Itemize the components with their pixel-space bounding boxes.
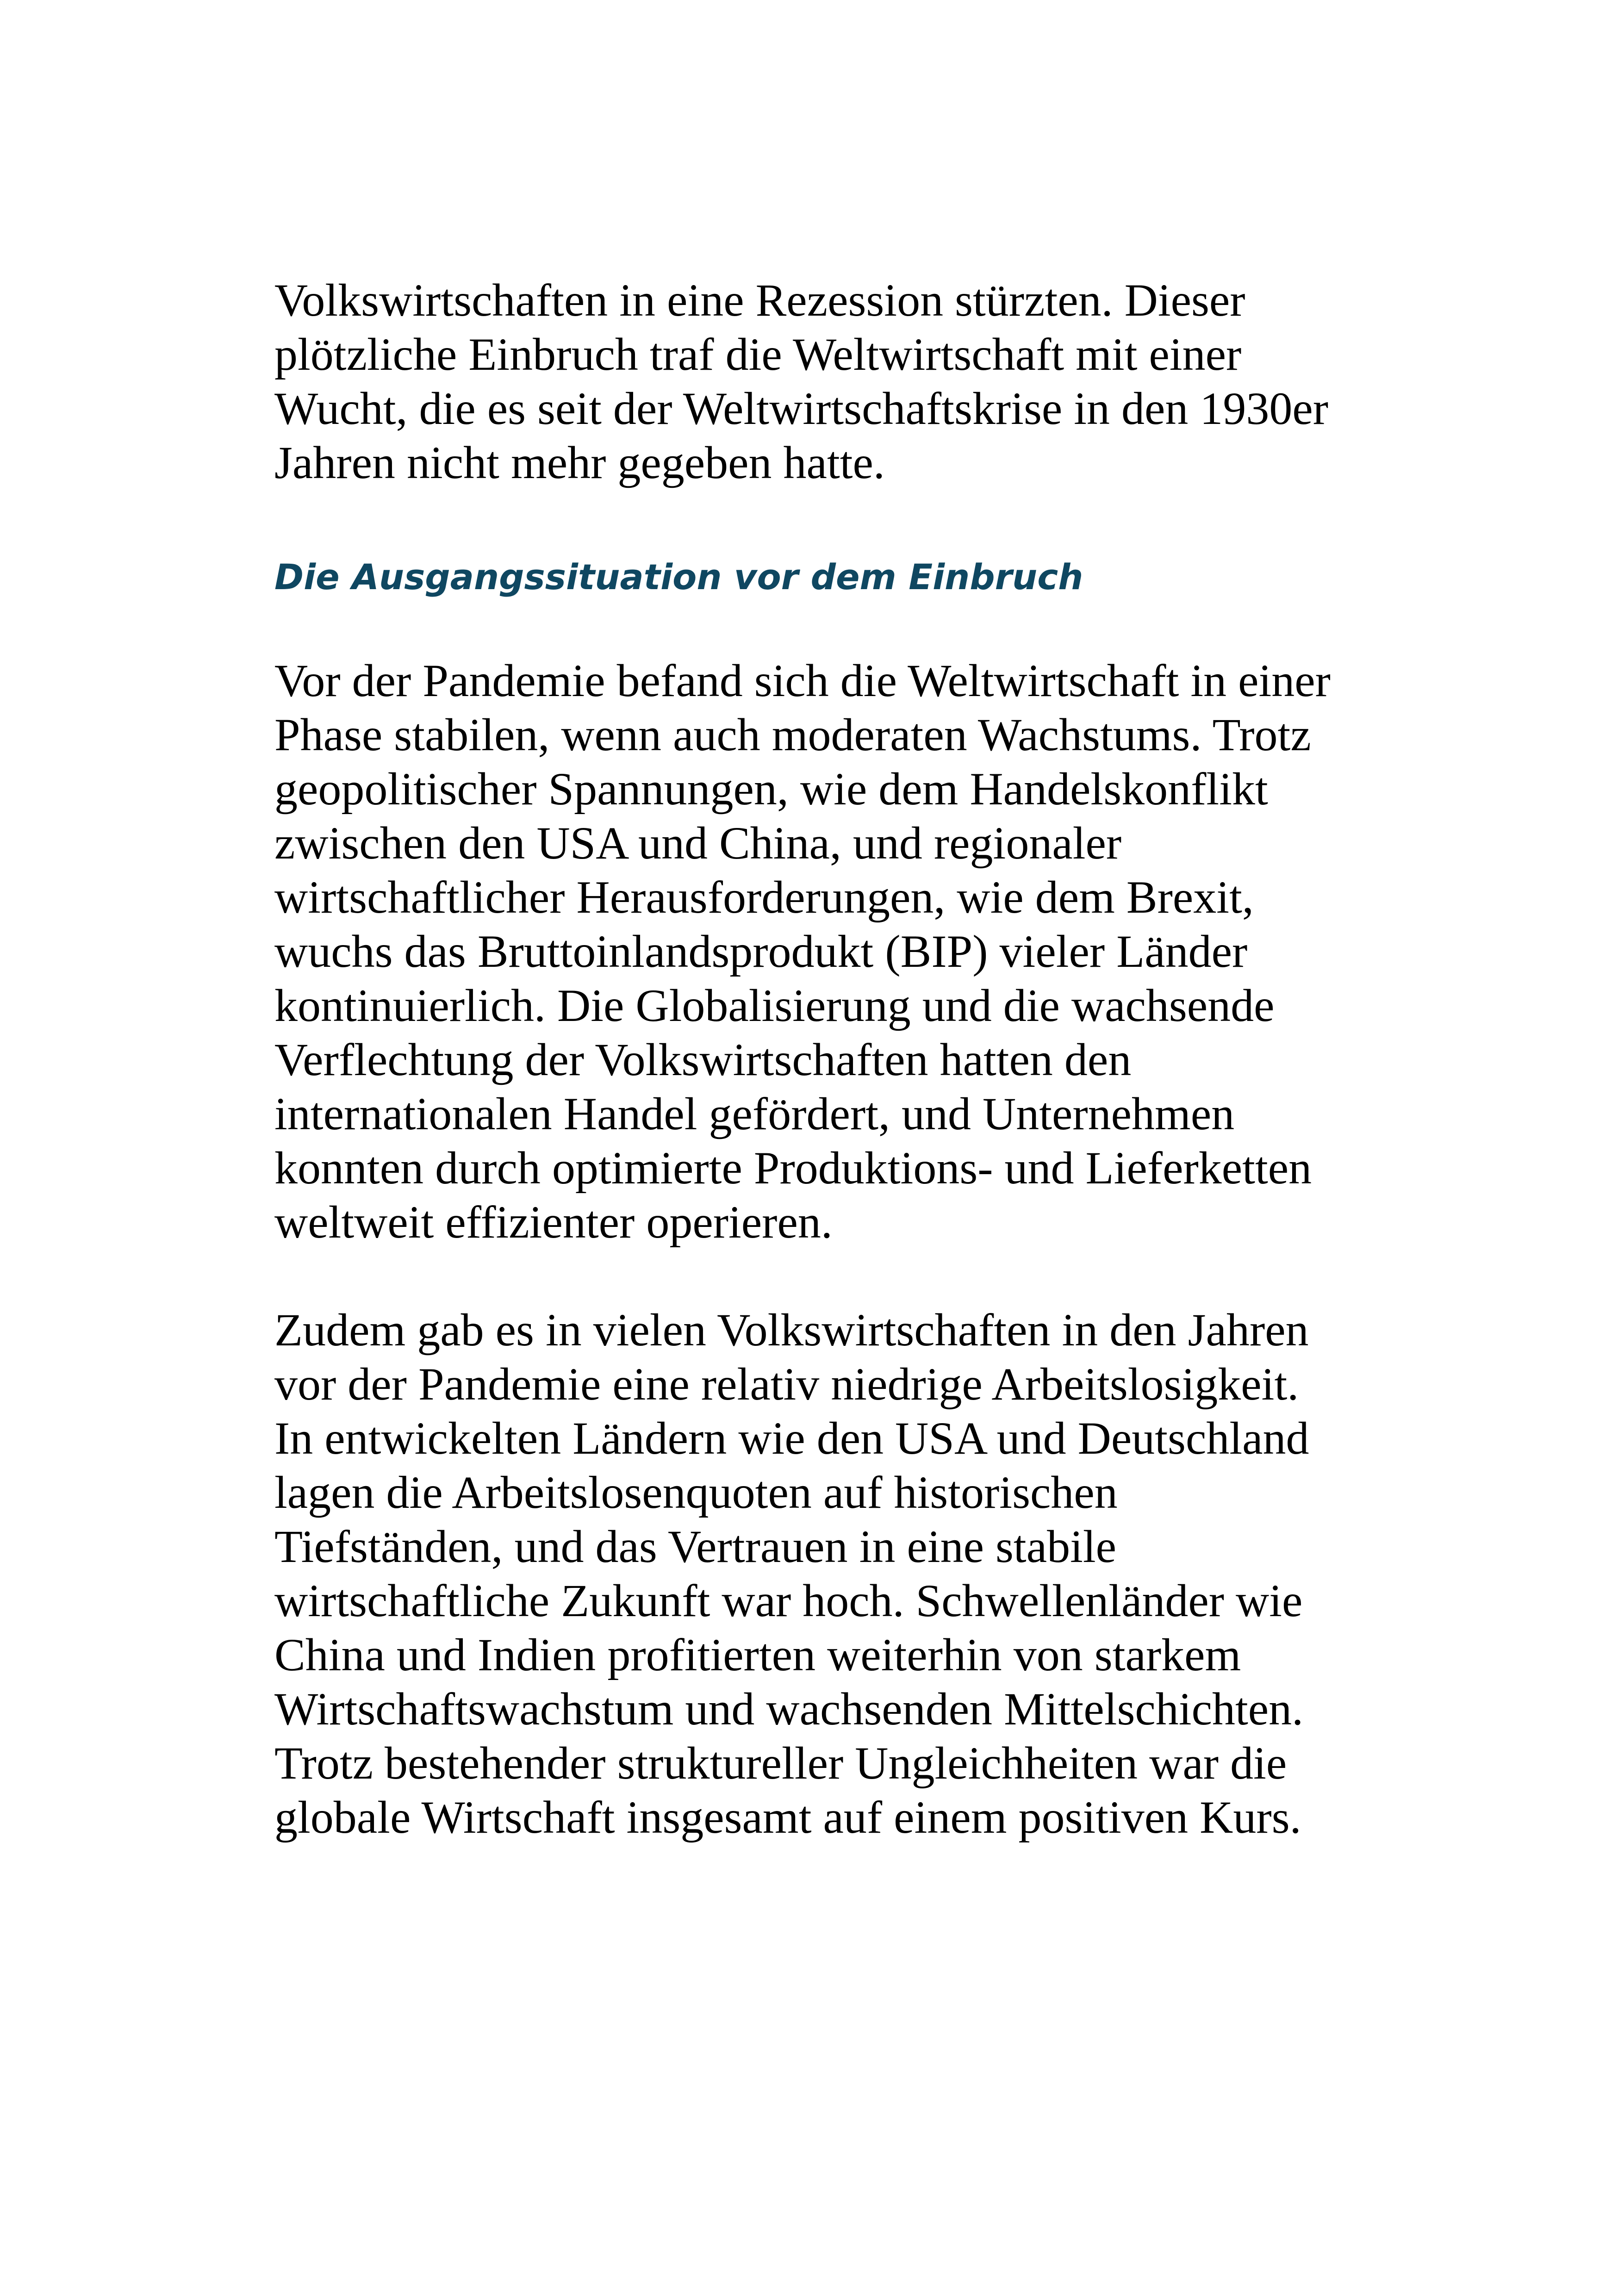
paragraph-vor-pandemie: Vor der Pandemie befand sich die Weltwirtschaft in einer Phase stabilen, wenn auch moderaten Wachstums. Trotz geopolitischer Spannungen, wie dem Handelskonflikt zwischen den USA und China, und regionaler wirtschaftlicher Herausforderungen, wie dem Brexit, wuchs das Bruttoinlandsprodukt (BIP) vieler Länder kontinuierlich. Die Globalisierung und die wachsende Verflechtung der Volkswirtschaften hatten den internationalen Handel gefördert, und Unternehmen konnten durch optimierte Produktions- und Lieferketten weltweit effizienter operieren. [274, 655, 1331, 1248]
text-column [274, 273, 1385, 1844]
paragraph-intro: Volkswirtschaften in eine Rezession stürzten. Dieser plötzliche Einbruch traf die Weltwirtschaft mit einer Wucht, die es seit der Weltwirtschaftskrise in den 1930er Jahren nicht mehr gegeben hatte. [274, 274, 1329, 488]
paragraph-arbeitslosigkeit: Zudem gab es in vielen Volkswirtschaften in den Jahren vor der Pandemie eine relativ niedrige Arbeitslosigkeit. In entwickelten Ländern wie den USA und Deutschland lagen die Arbeitslosenquoten auf historischen Tiefständen, und das Vertrauen in eine stabile wirtschaftliche Zukunft war hoch. Schwellenländer wie China und Indien profitierten weiterhin von starkem Wirtschaftswachstum und wachsenden Mittelschichten. Trotz bestehender struktureller Ungleichheiten war die globale Wirtschaft insgesamt auf einem positiven Kurs. [274, 1304, 1309, 1843]
section-heading: Die Ausgangssituation vor dem Einbruch [274, 556, 1083, 597]
